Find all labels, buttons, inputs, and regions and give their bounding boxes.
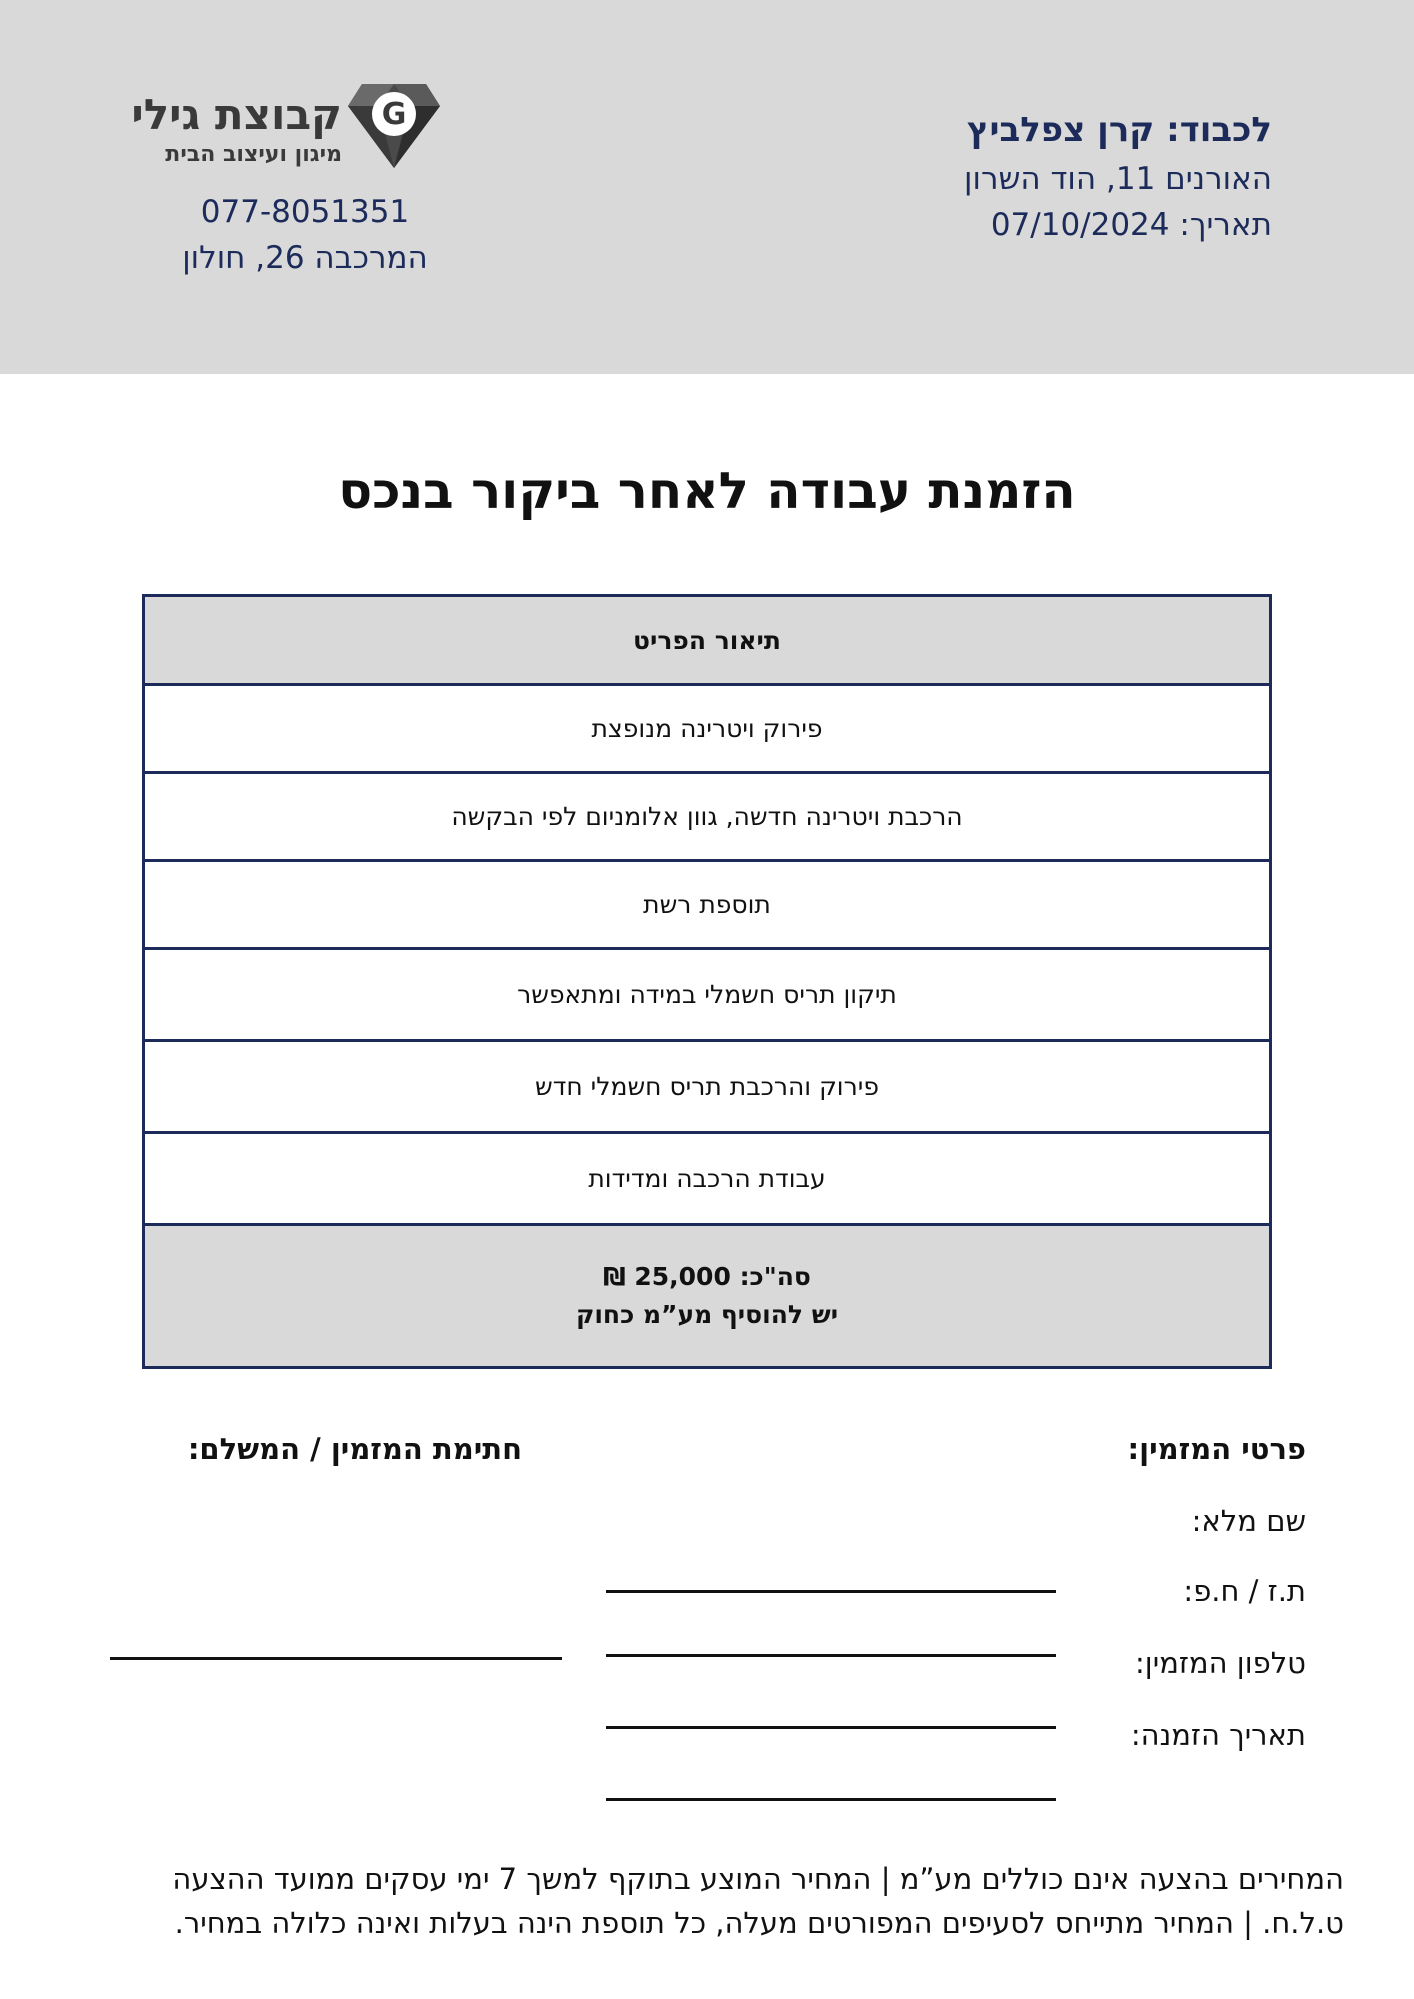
customer-details (606, 1432, 1306, 1752)
table-header-row (144, 596, 1271, 685)
id-number-field[interactable] (606, 1574, 1306, 1614)
company-logo (131, 84, 440, 184)
diamond-logo-icon (348, 84, 440, 168)
document-date: תאריך: 07/10/2024 (990, 207, 1272, 243)
footer-line: המחירים בהצעה אינם כוללים מע”מ | המחיר המוצע בתוקף למשך 7 ימי עסקים ממועד ההצעה (172, 1862, 1344, 1896)
item-cell: פירוק ויטרינה מנופצת (144, 685, 1271, 773)
company-tagline: מיגון ועיצוב הבית (165, 142, 342, 167)
company-phone: 077-8051351 (200, 194, 410, 230)
phone-field[interactable] (606, 1646, 1306, 1686)
table-header-cell: תיאור הפריט (144, 596, 1271, 685)
item-cell: תוספת רשת (144, 861, 1271, 949)
order-date-line (606, 1798, 1056, 1801)
recipient-block (964, 104, 1272, 248)
signature-heading: חתימת המזמין / המשלם: (187, 1432, 522, 1466)
item-cell: עבודת הרכבה ומדידות (144, 1133, 1271, 1225)
header-band (0, 0, 1414, 374)
table-row (144, 1041, 1271, 1133)
table-row (144, 773, 1271, 861)
order-date-label: תאריך הזמנה: (1130, 1718, 1306, 1752)
item-cell: פירוק והרכבת תריס חשמלי חדש (144, 1041, 1271, 1133)
table-row (144, 685, 1271, 773)
customer-details-heading: פרטי המזמין: (1127, 1432, 1306, 1466)
signature-block (110, 1432, 562, 1466)
table-total-row (144, 1225, 1271, 1368)
table-row (144, 949, 1271, 1041)
phone-label: טלפון המזמין: (1135, 1646, 1306, 1680)
full-name-label: שם מלא: (1191, 1504, 1306, 1538)
id-number-label: ת.ז / ח.פ: (1183, 1574, 1306, 1608)
page-title: הזמנת עבודה לאחר ביקור בנכס (338, 462, 1076, 520)
footer-terms (70, 1857, 1344, 1945)
items-table (142, 594, 1272, 1369)
footer-line: ט.ל.ח. | המחיר מתייחס לסעיפים המפורטים מעלה, כל תוספת הינה בעלות ואינה כלולה במחיר. (174, 1906, 1344, 1940)
table-row (144, 861, 1271, 949)
vat-note: יש להוסיף מע”מ כחוק (575, 1300, 839, 1329)
logo-letter: G (381, 97, 407, 132)
total-cell (144, 1225, 1271, 1368)
recipient-address: האורנים 11, הוד השרון (964, 161, 1272, 197)
item-cell: הרכבת ויטרינה חדשה, גוון אלומניום לפי הבקשה (144, 773, 1271, 861)
full-name-field[interactable] (606, 1504, 1306, 1544)
recipient-name: לכבוד: קרן צפלביץ (966, 110, 1272, 150)
company-address: המרכבה 26, חולון (182, 240, 428, 276)
total-amount: סה"כ: 25,000 ₪ (603, 1262, 811, 1291)
company-block (131, 84, 440, 281)
table-row (144, 1133, 1271, 1225)
order-date-field[interactable] (606, 1718, 1306, 1758)
company-name: קבוצת גילי (131, 90, 342, 139)
item-cell: תיקון תריס חשמלי במידה ומתאפשר (144, 949, 1271, 1041)
signature-line[interactable] (110, 1657, 562, 1660)
